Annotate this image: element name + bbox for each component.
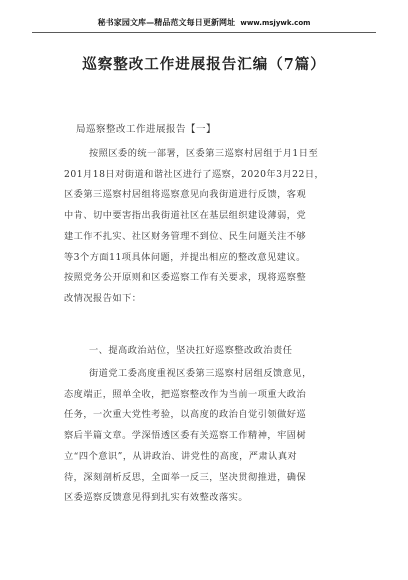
paragraph-line: 街道党工委高度重视区委第三巡察村居组反馈意见，: [89, 368, 312, 379]
paragraph-line: 区委巡察反馈意见得到扎实有效整改落实。: [64, 492, 249, 504]
page-header: [30, 10, 378, 29]
header-site-text: 秘书家园文库—精品范文每日更新网址: [97, 18, 236, 27]
paragraph-line: 按照党务公开原则和区委巡察工作有关要求，现将巡察整: [64, 272, 307, 284]
document-title: 巡察整改工作进展报告汇编（7篇）: [82, 56, 326, 73]
paragraph-line: 建工作不扎实、社区财务管理不到位、民生问题关注不够: [64, 230, 307, 242]
paragraph-line: 待，深刻剖析反思，全面举一反三，坚决贯彻推进，确保: [64, 471, 307, 483]
paragraph-line: 区委第三巡察村居组将巡察意见向我街道进行反馈，客观: [64, 189, 307, 201]
header-divider: [32, 32, 376, 33]
paragraph-line: 察后半篇文章。学深悟透区委有关巡察工作精神，牢固树: [64, 430, 307, 442]
paragraph-line: 任务，一次重大党性考验，以高度的政治自觉引领做好巡: [64, 409, 307, 421]
paragraph-line: 改情况报告如下：: [64, 292, 142, 304]
paragraph-line: 中肯、切中要害指出我街道社区在基层组织建设薄弱，党: [64, 210, 307, 222]
paragraph-line: 201月18日对街道和谐社区进行了巡察，2020年3月22日，: [64, 168, 325, 180]
subsection-heading: 一、提高政治站位，坚决扛好巡察整改政治责任: [89, 345, 293, 356]
paragraph-3: [64, 364, 354, 509]
header-site-url: www.msjywk.com: [240, 19, 311, 27]
paragraph-1: [64, 144, 354, 310]
paragraph-line: 按照区委的统一部署，区委第三巡察村居组于月1日至: [89, 148, 319, 159]
paragraph-line: 态度端正，照单全收，把巡察整改作为当前一项重大政治: [64, 388, 307, 400]
paragraph-line: 立“四个意识”，从讲政治、讲党性的高度，严肃认真对: [64, 450, 298, 462]
paragraph-line: 等3个方面11项具体问题，并提出相应的整改意见建议。: [64, 251, 306, 263]
section-heading: 局巡察整改工作进展报告【一】: [76, 124, 217, 135]
paragraph-2-heading: [64, 341, 354, 362]
